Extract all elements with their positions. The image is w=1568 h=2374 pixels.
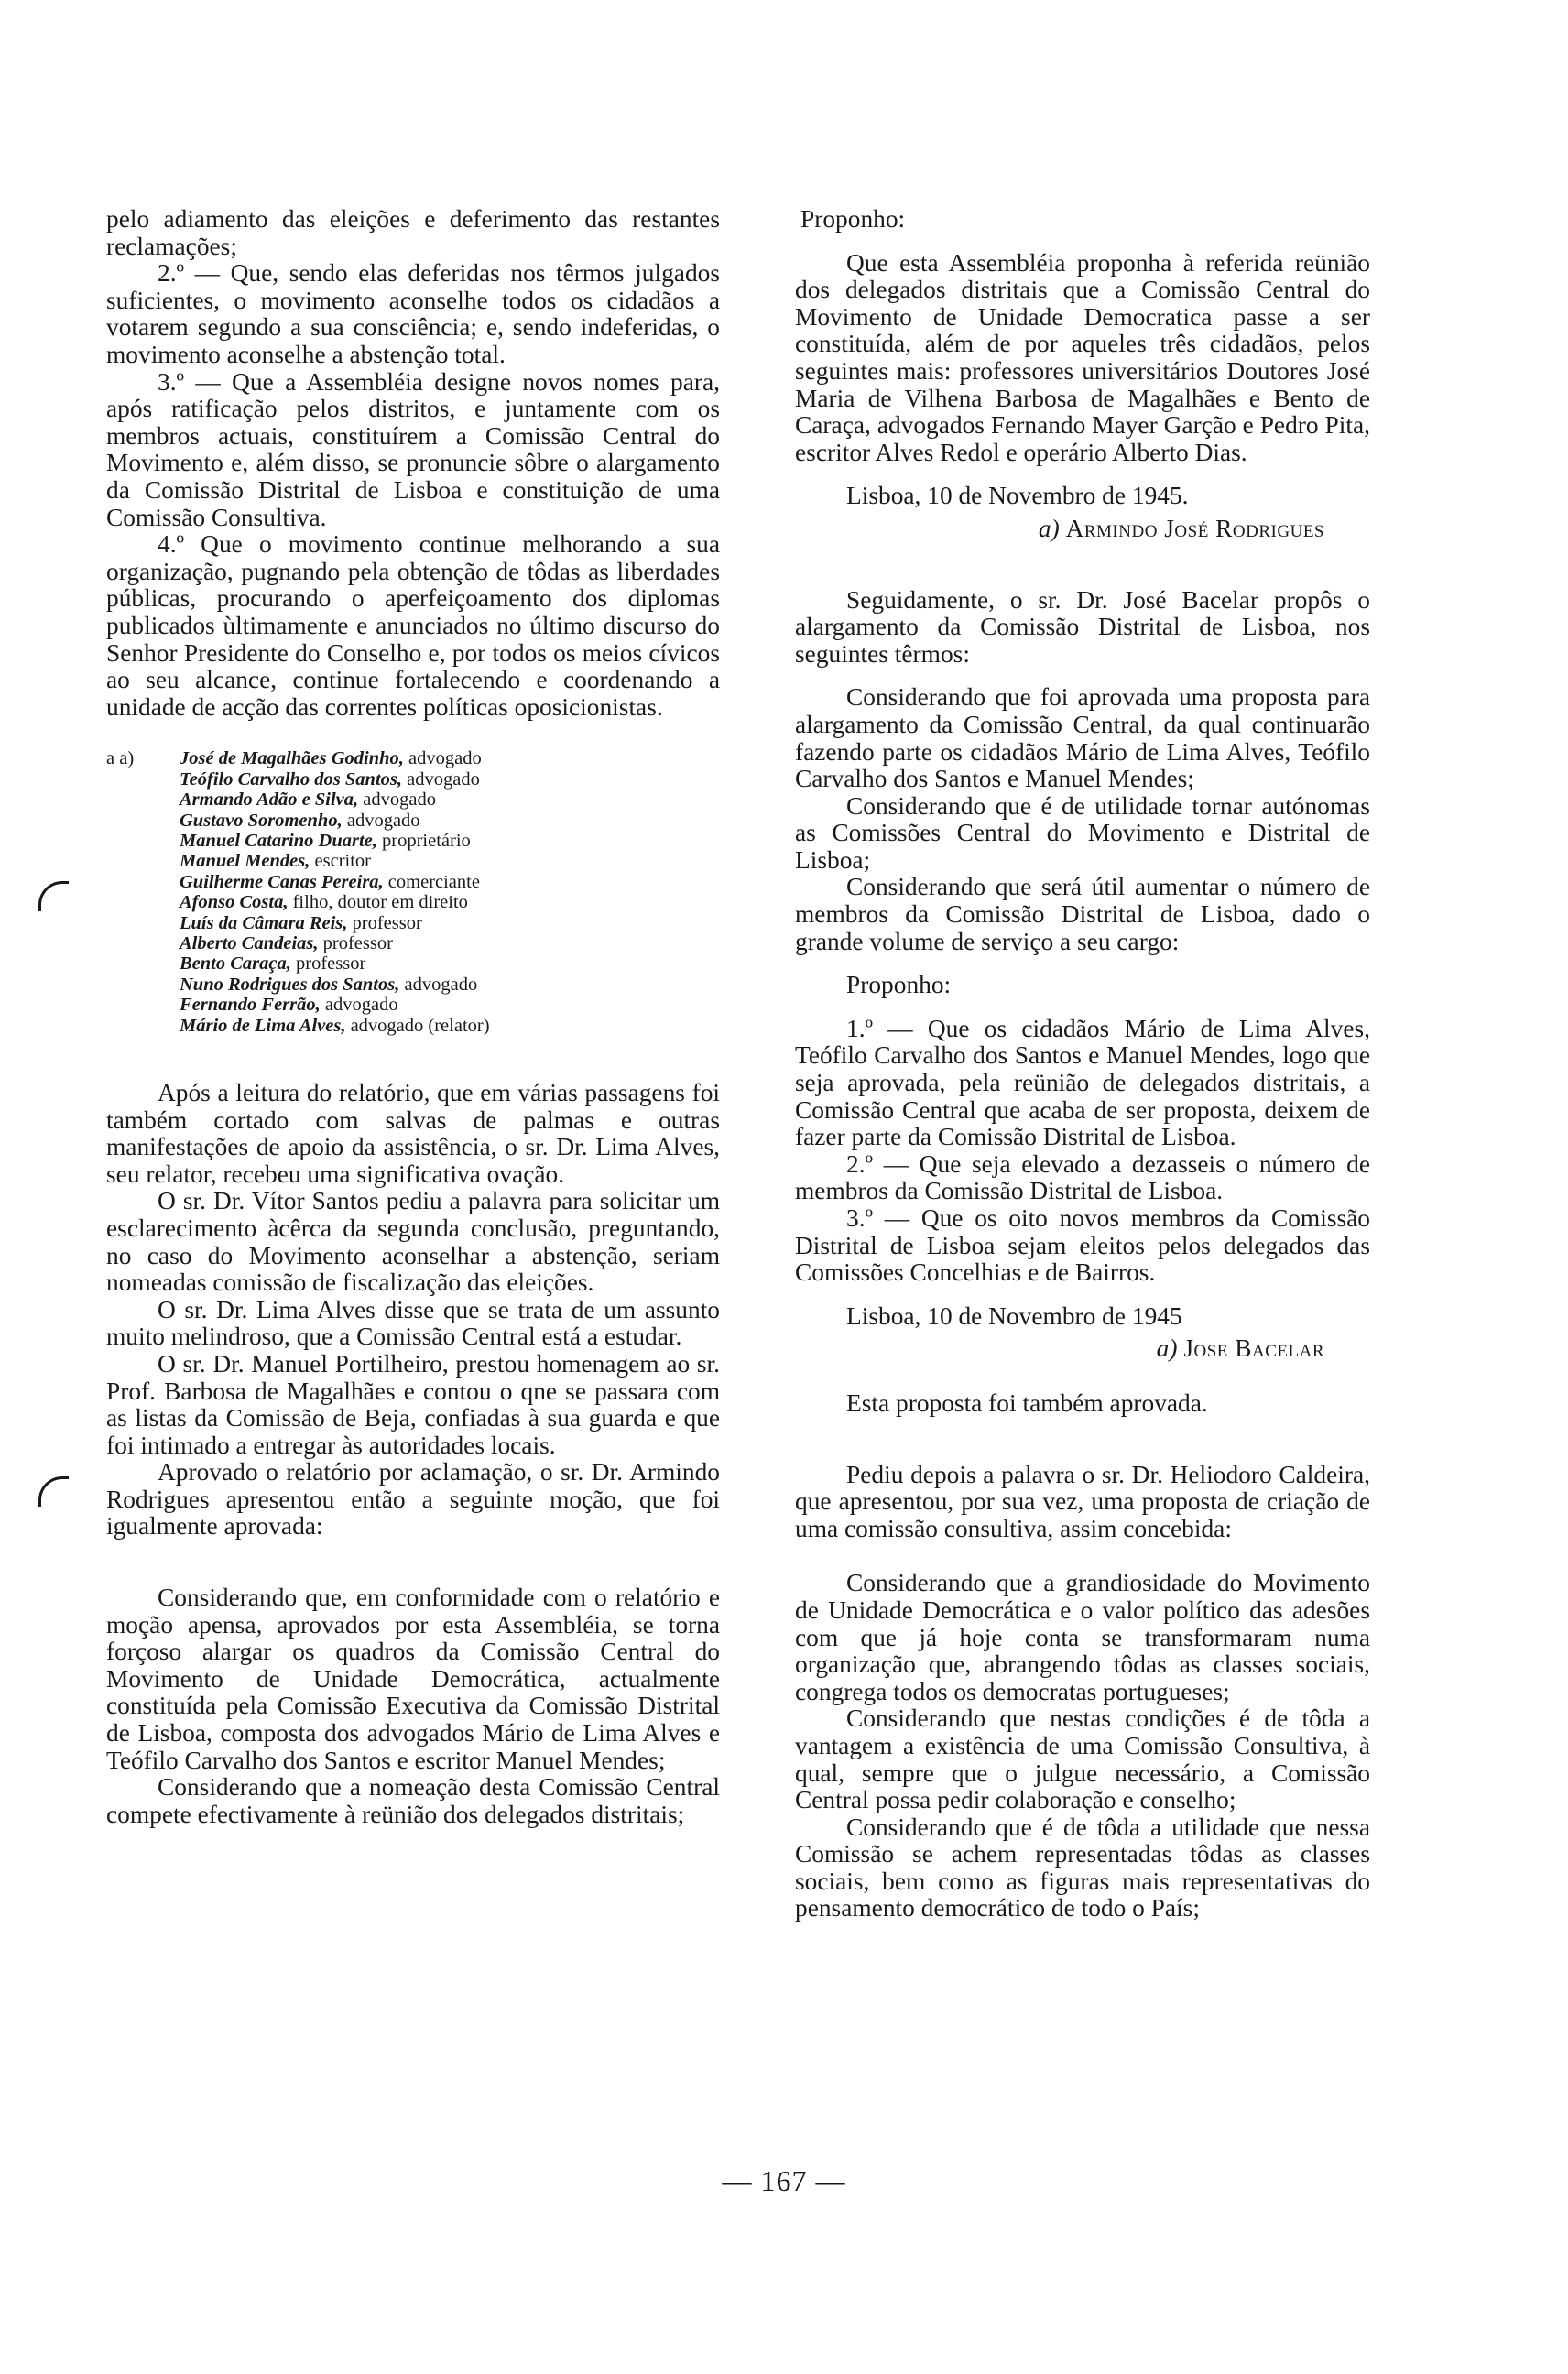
signatory-role: advogado bbox=[342, 810, 420, 831]
paragraph: 2.º — Que, sendo elas deferidas nos têrmos julgados suficientes, o movimento aconselhe todos os cidadãos a votarem segundo a sua consciência; e, sendo indeferidas, o movimento aconselhe a abstenção total. bbox=[106, 259, 720, 368]
paragraph: Considerando que é de utilidade tornar autónomas as Comissões Central do Movimento e Distrital de Lisboa; bbox=[795, 791, 1370, 874]
signature-line bbox=[795, 1335, 1370, 1363]
signatory-role: advogado bbox=[320, 995, 398, 1016]
signatory bbox=[180, 790, 490, 810]
signatory-name: Alberto Candeias, bbox=[180, 932, 319, 953]
signatory-role: professor bbox=[347, 912, 422, 933]
paragraph: Considerando que nestas condições é de tôda a vantagem a existência de uma Comissão Consultiva, à qual, sempre que o julgue necessário, a Comissão Central possa pedir colaboração e conselho; bbox=[795, 1704, 1370, 1814]
signatory-name: Fernando Ferrão, bbox=[180, 995, 321, 1016]
signatory bbox=[180, 831, 490, 851]
signatory bbox=[180, 995, 490, 1015]
paragraph: O sr. Dr. Manuel Portilheiro, prestou homenagem ao sr. Prof. Barbosa de Magalhães e contou o qne se passara com as listas da Comissão de Beja, confiadas à sua guarda e que foi intimado a entregar às autoridades locais. bbox=[106, 1349, 720, 1459]
signature-prefix: a) bbox=[1156, 1334, 1178, 1363]
paragraph: Aprovado o relatório por aclamação, o sr. Dr. Armindo Rodrigues apresentou então a seguinte moção, que foi igualmente aprovada: bbox=[106, 1458, 720, 1541]
paragraph: Considerando que, em conformidade com o relatório e moção apensa, aprovados por esta Assembléia, se torna forçoso alargar os quadros da Comissão Central do Movimento de Unidade Democrática, actualmente constituída pela Comissão Executiva da Comissão Distrital de Lisboa, composta dos advogados Mário de Lima Alves e Teófilo Carvalho dos Santos e escritor Manuel Mendes; bbox=[106, 1584, 720, 1774]
signatory bbox=[180, 811, 490, 831]
signatory bbox=[180, 769, 490, 790]
signatory bbox=[180, 953, 490, 974]
signatory bbox=[180, 872, 490, 892]
paragraph: Considerando que a nomeação desta Comissão Central compete efectivamente à reünião dos delegados distritais; bbox=[106, 1773, 720, 1828]
signatory-name: José de Magalhães Godinho, bbox=[180, 748, 404, 769]
signatory-role: advogado (relator) bbox=[345, 1015, 490, 1036]
paragraph: 3.º — Que os oito novos membros da Comissão Distrital de Lisboa sejam eleitos pelos delegados das Comissões Concelhias e de Bairros. bbox=[795, 1204, 1370, 1287]
signatory bbox=[180, 1016, 490, 1036]
signatory bbox=[180, 748, 490, 768]
signatory-name: Guilherme Canas Pereira, bbox=[180, 871, 384, 892]
signatory-name: Luís da Câmara Reis, bbox=[180, 912, 348, 933]
signatory-role: proprietário bbox=[376, 830, 471, 851]
right-column bbox=[795, 206, 1370, 1922]
signatory-role: advogado bbox=[403, 748, 482, 769]
section-heading: Proponho: bbox=[846, 971, 952, 999]
paragraph: Seguidamente, o sr. Dr. José Bacelar propôs o alargamento da Comissão Distrital de Lisboa, nos seguintes têrmos: bbox=[795, 585, 1370, 668]
signatory-name: Mário de Lima Alves, bbox=[180, 1015, 346, 1036]
paragraph: Considerando que foi aprovada uma proposta para alargamento da Comissão Central, da qual continuarão fazendo parte os cidadãos Mário de Lima Alves, Teófilo Carvalho dos Santos e Manuel Mendes; bbox=[795, 683, 1370, 793]
margin-pencil-mark bbox=[38, 1476, 69, 1507]
margin-pencil-mark bbox=[38, 881, 69, 911]
paragraph: 4.º Que o movimento continue melhorando a sua organização, pugnando pela obtenção de tôdas as liberdades públicas, procurando o aperfeiçoamento dos diplomas publicados ùltimamente e anunciados no último discurso do Senhor Presidente do Conselho e, por todos os meios cívicos ao seu alcance, continue fortalecendo e coordenando a unidade de acção das correntes políticas oposicionistas. bbox=[106, 530, 720, 721]
signatories-mark: a a) bbox=[106, 748, 135, 769]
signatory-role: comerciante bbox=[383, 871, 480, 892]
paragraph: 1.º — Que os cidadãos Mário de Lima Alves, Teófilo Carvalho dos Santos e Manuel Mendes, logo que seja aprovada, pela reünião de delegados distritais, a Comissão Central que acaba de ser proposta, deixem de fazer parte da Comissão Distrital de Lisboa. bbox=[795, 1014, 1370, 1151]
signatory-name: Afonso Costa, bbox=[180, 892, 289, 913]
signatory-name: Manuel Mendes, bbox=[180, 851, 310, 872]
signatories-list bbox=[180, 748, 490, 1036]
signatory bbox=[180, 933, 490, 953]
signatory-name: Nuno Rodrigues dos Santos, bbox=[180, 974, 400, 995]
signatory bbox=[180, 851, 490, 871]
signatory-role: professor bbox=[318, 932, 393, 953]
signature-prefix: a) bbox=[1038, 514, 1060, 542]
section-heading: Proponho: bbox=[800, 205, 906, 233]
paragraph: Que esta Assembléia proponha à referida reünião dos delegados distritais que a Comissão Central do Movimento de Unidade Democratica passe a ser constituída, além de por aqueles três cidadãos, pelos seguintes mais: professores universitários Doutores José Maria de Vilhena Barbosa de Magalhães e Bento de Caraça, advogados Fernando Mayer Garção e Pedro Pita, escritor Alves Redol e operário Alberto Dias. bbox=[795, 248, 1370, 466]
date-line: Lisboa, 10 de Novembro de 1945 bbox=[846, 1301, 1182, 1330]
paragraph: Após a leitura do relatório, que em várias passagens foi também cortado com salvas de palmas e outras manifestações de apoio da assistência, o sr. Dr. Lima Alves, seu relator, recebeu uma significativa ovação. bbox=[106, 1078, 720, 1188]
date-line: Lisboa, 10 de Novembro de 1945. bbox=[846, 482, 1189, 510]
paragraph: Pediu depois a palavra o sr. Dr. Heliodoro Caldeira, que apresentou, por sua vez, uma proposta de criação de uma comissão consultiva, assim concebida: bbox=[795, 1460, 1370, 1542]
signatory-name: Bento Caraça, bbox=[180, 953, 291, 975]
signatory-name: Armando Adão e Silva, bbox=[180, 790, 359, 811]
signatory-name: Teófilo Carvalho dos Santos, bbox=[180, 768, 403, 790]
paragraph: Esta proposta foi também aprovada. bbox=[846, 1388, 1208, 1417]
signature-name: Armindo José Rodrigues bbox=[1065, 514, 1324, 542]
signatory-role: professor bbox=[290, 953, 366, 975]
paragraph: Considerando que será útil aumentar o número de membros da Comissão Distrital de Lisboa, dado o grande volume de serviço a seu cargo: bbox=[795, 873, 1370, 955]
signatory-role: escritor bbox=[310, 851, 371, 872]
paragraph: 2.º — Que seja elevado a dezasseis o número de membros da Comissão Distrital de Lisboa. bbox=[795, 1149, 1370, 1205]
signatory bbox=[180, 892, 490, 912]
signatory-role: advogado bbox=[402, 768, 480, 790]
signatories-block bbox=[106, 748, 720, 1036]
signatory-name: Manuel Catarino Duarte, bbox=[180, 830, 377, 851]
signatory bbox=[180, 975, 490, 995]
page-number: — 167 — bbox=[722, 2164, 846, 2197]
paragraph: pelo adiamento das eleições e deferimento das restantes reclamações; bbox=[106, 205, 720, 260]
paragraph: Considerando que é de tôda a utilidade que nessa Comissão se achem representadas tôdas as classes sociais, bem como as figuras mais representativas do pensamento democrático de todo o País; bbox=[795, 1813, 1370, 1922]
signature-line bbox=[795, 516, 1370, 543]
signatory-role: advogado bbox=[358, 790, 436, 811]
signatory-name: Gustavo Soromenho, bbox=[180, 810, 343, 831]
paragraph: O sr. Dr. Lima Alves disse que se trata de um assunto muito melindroso, que a Comissão Central está a estudar. bbox=[106, 1295, 720, 1351]
paragraph: 3.º — Que a Assembléia designe novos nomes para, após ratificação pelos distritos, e juntamente com os membros actuais, constituírem a Comissão Central do Movimento e, além disso, se pronuncie sôbre o alargamento da Comissão Distrital de Lisboa e constituição de uma Comissão Consultiva. bbox=[106, 367, 720, 531]
signatory bbox=[180, 913, 490, 933]
signature-name: Jose Bacelar bbox=[1183, 1334, 1324, 1363]
paragraph: Considerando que a grandiosidade do Movimento de Unidade Democrática e o valor político das adesões com que já hoje conta se transformaram numa organização que, abrangendo tôdas as classes sociais, congrega todos os democratas portugueses; bbox=[795, 1569, 1370, 1705]
signatory-role: advogado bbox=[399, 974, 478, 995]
signatory-role: filho, doutor em direito bbox=[288, 892, 468, 913]
paragraph: O sr. Dr. Vítor Santos pediu a palavra para solicitar um esclarecimento àcêrca da segunda conclusão, preguntando, no caso do Movimento aconselhar a abstenção, seriam nomeadas comissão de fiscalização das eleições. bbox=[106, 1187, 720, 1297]
left-column bbox=[106, 206, 720, 1828]
